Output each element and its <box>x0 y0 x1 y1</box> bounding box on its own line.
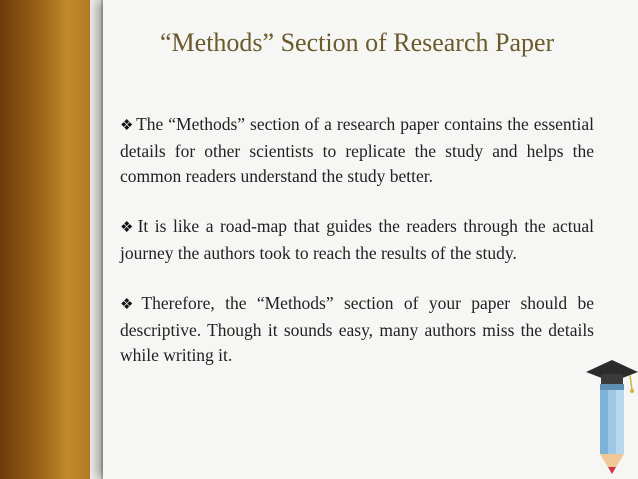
slide-body <box>120 112 594 393</box>
diamond-bullet-icon: ❖ <box>120 220 136 236</box>
bullet-paragraph-1 <box>120 112 594 189</box>
diamond-bullet-icon: ❖ <box>120 118 135 134</box>
left-decorative-bar <box>0 0 90 479</box>
bullet-paragraph-3 <box>120 291 594 368</box>
pencil-with-graduation-cap-icon <box>586 360 638 479</box>
paragraph-text: It is like a road-map that guides the readers through the actual journey the authors took to reach the results of the study. <box>120 216 594 263</box>
slide-title: “Methods” Section of Research Paper <box>160 28 555 57</box>
diamond-bullet-icon: ❖ <box>120 297 140 313</box>
paragraph-text: The “Methods” section of a research paper contains the essential details for other scientists to replicate the study and helps the common readers understand the study better. <box>120 114 595 186</box>
paragraph-text: Therefore, the “Methods” section of your paper should be descriptive. Though it sounds easy, many authors miss the details while writing it. <box>120 293 594 365</box>
bullet-paragraph-2 <box>120 214 594 266</box>
